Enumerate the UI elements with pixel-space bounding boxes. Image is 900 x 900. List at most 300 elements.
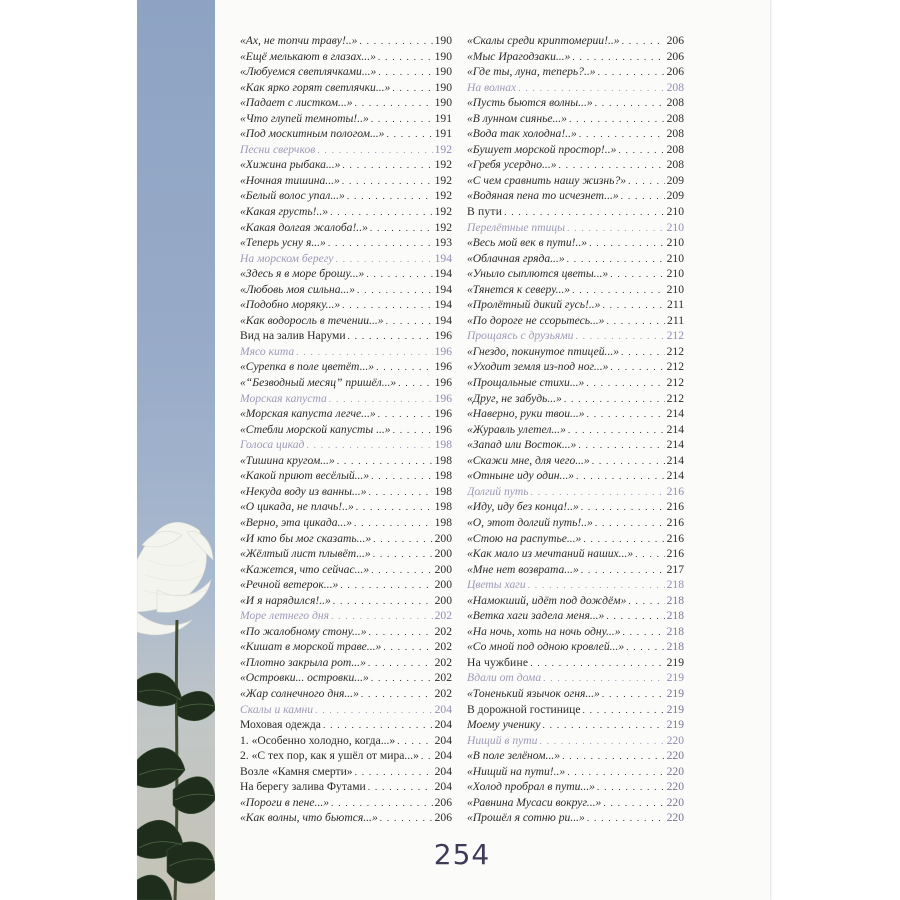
toc-entry-title: «Ветка хаги задела меня...» xyxy=(467,609,605,623)
toc-entry-title: «По дороге не ссорьтесь...» xyxy=(467,313,605,327)
toc-entry xyxy=(240,639,452,655)
dot-leader xyxy=(380,812,433,826)
toc-entry xyxy=(240,406,452,422)
toc-entry-title: «Как водоросль в течении...» xyxy=(240,313,384,327)
toc-entry-page: 196 xyxy=(434,407,452,421)
toc-entry-title: «Иду, иду без конца!..» xyxy=(467,500,579,514)
dot-leader xyxy=(371,672,433,686)
toc-right-column xyxy=(467,33,684,826)
dot-leader xyxy=(622,35,665,49)
toc-entry-title: Голоса цикад xyxy=(240,438,305,452)
dot-leader xyxy=(539,735,664,749)
dot-leader xyxy=(331,610,433,624)
toc-entry-title: На чужбине xyxy=(467,655,529,669)
toc-entry-title: «Нищий на пути!..» xyxy=(467,764,566,778)
toc-entry-page: 216 xyxy=(666,515,684,529)
dot-leader xyxy=(562,750,665,764)
dot-leader xyxy=(369,486,433,500)
toc-entry-title: На волнах xyxy=(467,80,517,94)
dot-leader xyxy=(626,641,664,655)
dot-leader xyxy=(342,299,432,313)
toc-entry-page: 208 xyxy=(666,80,684,94)
toc-entry xyxy=(467,748,684,764)
dot-leader xyxy=(355,766,433,780)
dot-leader xyxy=(583,533,664,547)
toc-entry-page: 200 xyxy=(434,562,452,576)
toc-entry-page: 204 xyxy=(434,718,452,732)
dot-leader xyxy=(568,424,665,438)
dot-leader xyxy=(328,237,433,251)
toc-entry-page: 192 xyxy=(434,142,452,156)
toc-entry xyxy=(240,266,452,282)
toc-entry-title: «И я нарядился!..» xyxy=(240,593,331,607)
dot-leader xyxy=(567,253,665,267)
toc-entry-title: Морская капуста xyxy=(240,391,327,405)
toc-entry xyxy=(240,779,452,795)
toc-entry-title: «Островки... островки...» xyxy=(240,671,369,685)
toc-entry-page: 214 xyxy=(666,469,684,483)
toc-chapter-entry xyxy=(467,655,684,671)
toc-entry-page: 198 xyxy=(434,469,452,483)
dot-leader xyxy=(581,501,665,515)
dot-leader xyxy=(602,299,665,313)
toc-entry-title: «Весь мой век в пути!..» xyxy=(467,236,588,250)
toc-entry-page: 216 xyxy=(666,547,684,561)
toc-entry-page: 200 xyxy=(434,578,452,592)
toc-entry xyxy=(240,468,452,484)
toc-entry-page: 212 xyxy=(666,360,684,374)
toc-entry-title: «В поле зелёном...» xyxy=(467,749,561,763)
toc-entry-title: «Запад или Восток...» xyxy=(467,438,577,452)
toc-entry-title: «Речной ветерок...» xyxy=(240,578,339,592)
toc-entry-title: «Кишат в морской траве...» xyxy=(240,640,382,654)
toc-entry xyxy=(240,577,452,593)
toc-entry-page: 220 xyxy=(666,764,684,778)
dot-leader xyxy=(623,626,665,640)
toc-section-entry xyxy=(240,391,452,407)
toc-entry-page: 196 xyxy=(434,360,452,374)
toc-entry xyxy=(240,188,452,204)
toc-entry-page: 206 xyxy=(666,65,684,79)
toc-entry-title: «Бушует морской простор!..» xyxy=(467,142,617,156)
toc-entry-title: «Равнина Мусаси вокруг...» xyxy=(467,795,602,809)
toc-entry xyxy=(467,49,684,65)
toc-entry xyxy=(240,204,452,220)
toc-entry-title: «Падает с листком...» xyxy=(240,96,353,110)
toc-entry-title: «Водяная пена то исчезнет...» xyxy=(467,189,619,203)
dot-leader xyxy=(369,626,433,640)
toc-entry xyxy=(467,546,684,562)
dot-leader xyxy=(610,268,664,282)
toc-entry-page: 202 xyxy=(434,624,452,638)
toc-entry-page: 208 xyxy=(666,158,684,172)
dot-leader xyxy=(371,470,432,484)
toc-entry-title: «Жар солнечного дня...» xyxy=(240,686,359,700)
toc-entry-page: 216 xyxy=(666,484,684,498)
toc-entry-title: 1. «Особенно холодно, когда...» xyxy=(240,733,396,747)
toc-entry-page: 211 xyxy=(667,298,684,312)
toc-entry-page: 198 xyxy=(434,515,452,529)
toc-entry-page: 208 xyxy=(666,127,684,141)
dot-leader xyxy=(342,175,433,189)
toc-entry-page: 212 xyxy=(666,376,684,390)
page-number: 254 xyxy=(433,838,491,871)
toc-entry xyxy=(240,670,452,686)
toc-entry xyxy=(240,297,452,313)
toc-entry-title: Скалы и камни xyxy=(240,702,314,716)
dot-leader xyxy=(370,222,433,236)
toc-entry-title: «Гребя усердно...» xyxy=(467,158,557,172)
toc-entry-page: 194 xyxy=(434,251,452,265)
toc-entry xyxy=(467,375,684,391)
toc-entry xyxy=(240,717,452,733)
toc-entry xyxy=(240,764,452,780)
toc-entry-title: «В лунном сиянье...» xyxy=(467,111,567,125)
toc-entry-page: 204 xyxy=(434,733,452,747)
toc-entry-page: 198 xyxy=(434,500,452,514)
dot-leader xyxy=(398,377,432,391)
dot-leader xyxy=(378,408,433,422)
dot-leader xyxy=(361,688,433,702)
dot-leader xyxy=(296,346,432,360)
toc-entry-title: «Ночная тишина...» xyxy=(240,173,340,187)
dot-leader xyxy=(421,750,433,764)
dot-leader xyxy=(589,237,665,251)
toc-entry-title: Долгий путь xyxy=(467,484,529,498)
dot-leader xyxy=(569,113,665,127)
toc-entry-title: «Как волны, что бьются...» xyxy=(240,811,378,825)
toc-entry-title: «И кто бы мог сказать...» xyxy=(240,531,372,545)
toc-entry-title: «Журавль улетел...» xyxy=(467,422,566,436)
toc-entry xyxy=(240,235,452,251)
toc-section-entry xyxy=(467,80,684,96)
dot-leader xyxy=(373,548,433,562)
dot-leader xyxy=(347,190,433,204)
toc-entry xyxy=(467,717,684,733)
toc-entry-page: 196 xyxy=(434,391,452,405)
dot-leader xyxy=(621,190,665,204)
toc-entry xyxy=(240,515,452,531)
toc-entry-page: 210 xyxy=(666,267,684,281)
toc-entry xyxy=(240,655,452,671)
toc-entry-title: «Белый волос упал...» xyxy=(240,189,345,203)
toc-entry-page: 206 xyxy=(434,795,452,809)
toc-entry-page: 220 xyxy=(666,733,684,747)
toc-entry xyxy=(467,437,684,453)
toc-entry-page: 190 xyxy=(434,80,452,94)
toc-entry xyxy=(467,111,684,127)
toc-entry xyxy=(467,608,684,624)
toc-entry xyxy=(467,64,684,80)
chrysanthemum-icon xyxy=(137,0,215,900)
toc-entry-page: 210 xyxy=(666,220,684,234)
toc-entry-page: 194 xyxy=(434,313,452,327)
dot-leader xyxy=(581,564,665,578)
toc-entry-page: 209 xyxy=(666,173,684,187)
toc-entry-page: 210 xyxy=(666,282,684,296)
toc-entry-page: 191 xyxy=(434,127,452,141)
dot-leader xyxy=(330,206,433,220)
toc-entry-title: «С чем сравнить нашу жизнь?» xyxy=(467,173,627,187)
toc-entry xyxy=(240,499,452,515)
dot-leader xyxy=(368,781,433,795)
toc-entry xyxy=(467,251,684,267)
toc-entry-page: 191 xyxy=(434,111,452,125)
dot-leader xyxy=(595,97,665,111)
toc-entry-title: «Где ты, луна, теперь?..» xyxy=(467,65,596,79)
toc-entry-title: В дорожной гостинице xyxy=(467,702,581,716)
toc-entry-title: «Жёлтый лист плывёт...» xyxy=(240,547,371,561)
toc-entry-title: «Какая долгая жалоба!..» xyxy=(240,220,368,234)
dot-leader xyxy=(518,82,664,96)
dot-leader xyxy=(587,408,665,422)
dot-leader xyxy=(373,533,432,547)
toc-entry xyxy=(240,157,452,173)
toc-entry-title: «Тянется к северу...» xyxy=(467,282,571,296)
toc-entry-title: «Уходит земля из-под ног...» xyxy=(467,360,609,374)
toc-entry xyxy=(467,639,684,655)
toc-entry-title: В пути xyxy=(467,205,503,219)
toc-section-entry xyxy=(467,670,684,686)
dot-leader xyxy=(572,51,664,65)
toc-entry xyxy=(467,344,684,360)
toc-entry xyxy=(240,422,452,438)
toc-section-entry xyxy=(467,484,684,500)
dot-leader xyxy=(528,579,665,593)
toc-entry-page: 192 xyxy=(434,189,452,203)
toc-section-entry xyxy=(240,344,452,360)
toc-entry-title: «Под москитным пологом...» xyxy=(240,127,385,141)
dot-leader xyxy=(317,144,432,158)
toc-entry xyxy=(240,733,452,749)
toc-entry-title: «О цикада, не плачь!..» xyxy=(240,500,354,514)
toc-entry-title: Нищий в пути xyxy=(467,733,538,747)
toc-entry-title: «Гнездо, покинутое птицей...» xyxy=(467,344,620,358)
dot-leader xyxy=(329,393,433,407)
toc-entry xyxy=(467,453,684,469)
dot-leader xyxy=(348,330,433,344)
dot-leader xyxy=(530,657,664,671)
dot-leader xyxy=(578,439,664,453)
toc-entry-page: 220 xyxy=(666,811,684,825)
toc-entry xyxy=(467,95,684,111)
dot-leader xyxy=(559,159,665,173)
toc-entry-title: «Стою на распутье...» xyxy=(467,531,582,545)
dot-leader xyxy=(603,797,664,811)
toc-entry xyxy=(240,328,452,344)
toc-entry-title: «Какой приют весёлый...» xyxy=(240,469,370,483)
toc-entry-page: 206 xyxy=(434,811,452,825)
dot-leader xyxy=(567,766,664,780)
toc-entry xyxy=(467,157,684,173)
dot-leader xyxy=(572,284,665,298)
dot-leader xyxy=(575,330,664,344)
toc-entry-page: 194 xyxy=(434,267,452,281)
toc-entry-page: 200 xyxy=(434,547,452,561)
dot-leader xyxy=(337,455,433,469)
dot-leader xyxy=(306,439,432,453)
toc-entry xyxy=(240,173,452,189)
dot-leader xyxy=(543,672,664,686)
toc-entry xyxy=(240,282,452,298)
toc-entry xyxy=(467,422,684,438)
dot-leader xyxy=(595,517,665,531)
toc-entry xyxy=(467,391,684,407)
toc-entry-page: 209 xyxy=(666,189,684,203)
toc-entry-page: 196 xyxy=(434,376,452,390)
toc-entry-page: 194 xyxy=(434,298,452,312)
toc-entry-title: «Некуда воду из ванны...» xyxy=(240,484,367,498)
toc-entry-page: 190 xyxy=(434,34,452,47)
dot-leader xyxy=(354,517,433,531)
toc-entry xyxy=(467,313,684,329)
toc-entry-title: «Сурепка в поле цветёт...» xyxy=(240,360,375,374)
toc-entry-title: «Любуемся светлячками...» xyxy=(240,65,377,79)
toc-entry-title: «Отныне иду один...» xyxy=(467,469,575,483)
toc-entry xyxy=(467,173,684,189)
dot-leader xyxy=(378,66,432,80)
toc-entry-title: «Уныло сыплются цветы...» xyxy=(467,267,609,281)
toc-entry xyxy=(467,406,684,422)
toc-entry-page: 193 xyxy=(434,236,452,250)
toc-entry xyxy=(240,624,452,640)
toc-entry-title: «Подобно моряку...» xyxy=(240,298,341,312)
toc-section-entry xyxy=(240,702,452,718)
toc-entry-title: «Как мало из мечтаний наших...» xyxy=(467,547,634,561)
chrysanthemum-illustration xyxy=(137,0,215,900)
toc-entry-title: Мясо кита xyxy=(240,344,295,358)
toc-left-column xyxy=(240,33,452,826)
toc-entry-page: 214 xyxy=(666,422,684,436)
dot-leader xyxy=(618,144,664,158)
toc-entry-page: 204 xyxy=(434,780,452,794)
dot-leader xyxy=(628,175,665,189)
toc-entry-title: «Хижина рыбака...» xyxy=(240,158,341,172)
toc-entry xyxy=(240,64,452,80)
toc-entry-title: «Что глупей темноты!..» xyxy=(240,111,369,125)
toc-entry xyxy=(467,562,684,578)
toc-entry-page: 218 xyxy=(666,640,684,654)
dot-leader xyxy=(606,315,665,329)
toc-entry-title: Вид на залив Наруми xyxy=(240,329,346,343)
toc-entry-page: 200 xyxy=(434,531,452,545)
dot-leader xyxy=(376,361,433,375)
dot-leader xyxy=(368,657,433,671)
dot-leader xyxy=(628,595,664,609)
toc-entry-page: 214 xyxy=(666,407,684,421)
toc-entry-page: 190 xyxy=(434,65,452,79)
toc-entry xyxy=(467,531,684,547)
dot-leader xyxy=(378,51,433,65)
toc-entry-title: «Наверно, руки твои...» xyxy=(467,407,585,421)
toc-entry xyxy=(467,779,684,795)
toc-entry-page: 204 xyxy=(434,702,452,716)
toc-section-entry xyxy=(240,251,452,267)
toc-entry-title: «Тишина кругом...» xyxy=(240,453,335,467)
toc-entry xyxy=(240,795,452,811)
dot-leader xyxy=(331,797,433,811)
dot-leader xyxy=(579,128,665,142)
toc-entry xyxy=(467,810,684,826)
toc-entry-title: «Мне нет возврата...» xyxy=(467,562,579,576)
toc-entry xyxy=(467,499,684,515)
toc-entry-page: 196 xyxy=(434,422,452,436)
toc-entry-page: 198 xyxy=(434,438,452,452)
toc-entry xyxy=(467,686,684,702)
dot-leader xyxy=(602,688,665,702)
toc-entry xyxy=(240,810,452,826)
toc-entry-title: «Здесь я в море брошу...» xyxy=(240,267,365,281)
toc-entry xyxy=(467,593,684,609)
toc-entry xyxy=(467,764,684,780)
toc-entry xyxy=(240,531,452,547)
dot-leader xyxy=(598,66,665,80)
toc-entry-page: 216 xyxy=(666,500,684,514)
dot-leader xyxy=(386,315,433,329)
toc-entry-page: 210 xyxy=(666,236,684,250)
toc-entry-title: «Стебли морской капусты ...» xyxy=(240,422,391,436)
toc-entry-page: 196 xyxy=(434,329,452,343)
dot-leader xyxy=(371,113,433,127)
dot-leader xyxy=(386,128,432,142)
toc-entry xyxy=(467,795,684,811)
toc-entry-title: «Намокший, идёт под дождём» xyxy=(467,593,627,607)
toc-entry-title: Песни сверчков xyxy=(240,142,316,156)
toc-entry-page: 219 xyxy=(666,671,684,685)
toc-entry-title: «Скалы среди криптомерии!..» xyxy=(467,34,620,47)
toc-entry xyxy=(467,515,684,531)
toc-entry-page: 218 xyxy=(666,624,684,638)
toc-entry-page: 190 xyxy=(434,96,452,110)
toc-entry-page: 192 xyxy=(434,205,452,219)
toc-section-entry xyxy=(240,608,452,624)
dot-leader xyxy=(335,253,432,267)
toc-entry-title: «Ещё мелькают в глазах...» xyxy=(240,49,376,63)
toc-entry xyxy=(240,49,452,65)
toc-entry-title: Возле «Камня смерти» xyxy=(240,764,353,778)
toc-entry xyxy=(240,562,452,578)
toc-entry xyxy=(240,546,452,562)
toc-entry-page: 202 xyxy=(434,655,452,669)
toc-entry-title: «Плотно закрыла рот...» xyxy=(240,655,366,669)
toc-entry-page: 196 xyxy=(434,344,452,358)
dot-leader xyxy=(564,393,665,407)
toc-entry-page: 220 xyxy=(666,780,684,794)
dot-leader xyxy=(567,222,665,236)
toc-entry-title: На морском берегу xyxy=(240,251,334,265)
toc-entry-page: 206 xyxy=(666,49,684,63)
toc-section-entry xyxy=(467,733,684,749)
toc-entry-page: 202 xyxy=(434,609,452,623)
toc-entry-page: 202 xyxy=(434,671,452,685)
toc-entry-title: «Скажи мне, для чего...» xyxy=(467,453,590,467)
dot-leader xyxy=(543,719,665,733)
toc-entry-title: «Мыс Ирагодзаки...» xyxy=(467,49,571,63)
dot-leader xyxy=(592,455,665,469)
toc-entry xyxy=(240,80,452,96)
toc-entry xyxy=(467,359,684,375)
toc-entry xyxy=(240,33,452,49)
toc-entry-title: «Верно, эта цикада...» xyxy=(240,515,353,529)
toc-entry-page: 219 xyxy=(666,686,684,700)
toc-entry xyxy=(240,484,452,500)
toc-entry-page: 198 xyxy=(434,453,452,467)
toc-entry-page: 212 xyxy=(666,329,684,343)
toc-entry xyxy=(467,468,684,484)
toc-entry xyxy=(240,95,452,111)
dot-leader xyxy=(576,470,665,484)
toc-entry-title: 2. «С тех пор, как я ушёл от мира...» xyxy=(240,749,419,763)
